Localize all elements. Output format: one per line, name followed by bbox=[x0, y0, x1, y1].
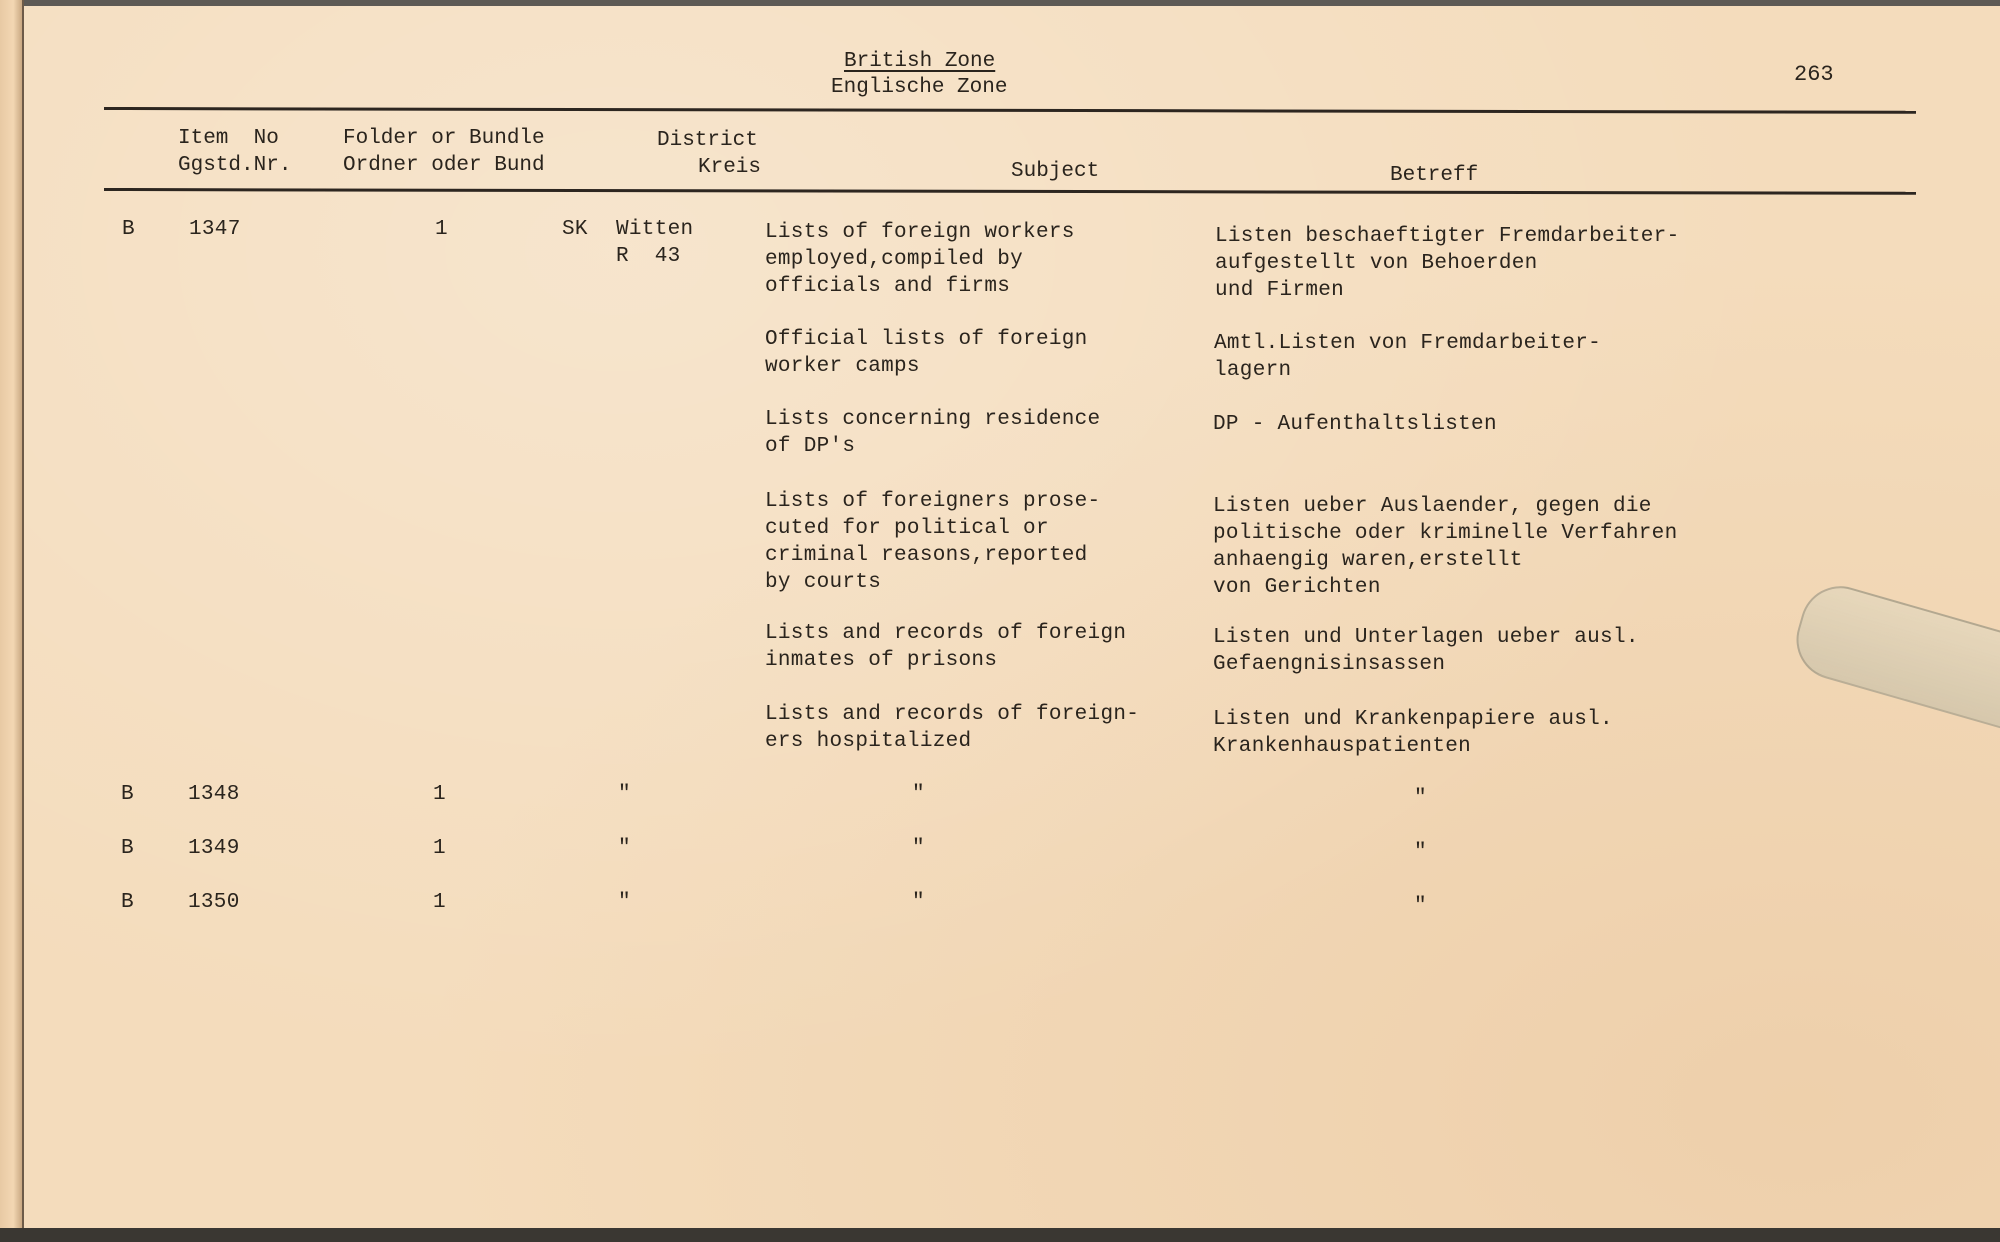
row-district-ditto: " bbox=[618, 891, 631, 914]
row-folder: 1 bbox=[433, 783, 446, 806]
row-district-ditto: " bbox=[618, 783, 631, 806]
betreff-entry: Amtl.Listen von Fremdarbeiter- lagern bbox=[1214, 332, 1602, 382]
subject-entry: Lists of foreign workers employed,compiled by officials and firms bbox=[765, 221, 1075, 298]
header-folder-en: Folder or Bundle bbox=[343, 127, 545, 150]
betreff-entry: Listen und Krankenpapiere ausl. Krankenhauspatienten bbox=[1213, 708, 1613, 758]
row-district-line2: R 43 bbox=[616, 245, 681, 268]
row-subject-ditto: " bbox=[912, 783, 925, 806]
zone-subtitle: Englische Zone bbox=[831, 76, 1008, 99]
zone-title: British Zone bbox=[844, 50, 996, 73]
row-subject-ditto: " bbox=[912, 891, 925, 914]
header-bottom-rule bbox=[104, 188, 1916, 195]
row-folder: 1 bbox=[433, 837, 446, 860]
subject-entry: Lists and records of foreign inmates of prisons bbox=[765, 622, 1127, 672]
scan-bottom-edge bbox=[0, 1228, 2000, 1242]
row-series: B bbox=[121, 783, 134, 806]
row-folder: 1 bbox=[435, 218, 448, 241]
row-district-line1: Witten bbox=[616, 218, 694, 241]
row-district-ditto: " bbox=[618, 837, 631, 860]
betreff-entry: Listen beschaeftigter Fremdarbeiter- aufgestellt von Behoerden und Firmen bbox=[1215, 225, 1680, 302]
row-subject-ditto: " bbox=[912, 837, 925, 860]
row-betreff-ditto: " bbox=[1414, 841, 1427, 864]
header-district-de: Kreis bbox=[698, 156, 762, 179]
row-item-no: 1350 bbox=[188, 891, 240, 914]
row-item-no: 1347 bbox=[189, 218, 241, 241]
row-series: B bbox=[122, 218, 135, 241]
subject-entry: Lists and records of foreign- ers hospitalized bbox=[765, 703, 1140, 753]
betreff-entry: Listen und Unterlagen ueber ausl. Gefaengnisinsassen bbox=[1213, 626, 1639, 676]
row-folder: 1 bbox=[433, 891, 446, 914]
header-district-en: District bbox=[657, 129, 758, 152]
row-series: B bbox=[121, 891, 134, 914]
header-item-no-de: Ggstd.Nr. bbox=[178, 154, 292, 177]
header-subject: Subject bbox=[1011, 160, 1100, 183]
header-betreff: Betreff bbox=[1390, 164, 1479, 187]
header-item-no-en: Item No bbox=[178, 127, 279, 150]
row-item-no: 1348 bbox=[188, 783, 240, 806]
page-number: 263 bbox=[1794, 62, 1834, 87]
subject-entry: Lists concerning residence of DP's bbox=[765, 408, 1101, 458]
subject-entry: Official lists of foreign worker camps bbox=[765, 328, 1088, 378]
header-top-rule bbox=[104, 107, 1916, 114]
row-betreff-ditto: " bbox=[1414, 787, 1427, 810]
row-betreff-ditto: " bbox=[1414, 895, 1427, 918]
document-page bbox=[24, 6, 2000, 1228]
betreff-entry: DP - Aufenthaltslisten bbox=[1213, 413, 1497, 436]
row-item-no: 1349 bbox=[188, 837, 240, 860]
betreff-entry: Listen ueber Auslaender, gegen die politische oder kriminelle Verfahren anhaengig waren,erstellt von Gerichten bbox=[1213, 495, 1678, 599]
row-series: B bbox=[121, 837, 134, 860]
subject-entry: Lists of foreigners prose- cuted for political or criminal reasons,reported by courts bbox=[765, 490, 1101, 594]
header-folder-de: Ordner oder Bund bbox=[343, 154, 545, 177]
row-district-prefix: SK bbox=[562, 218, 588, 241]
facing-page-edge bbox=[0, 0, 24, 1242]
